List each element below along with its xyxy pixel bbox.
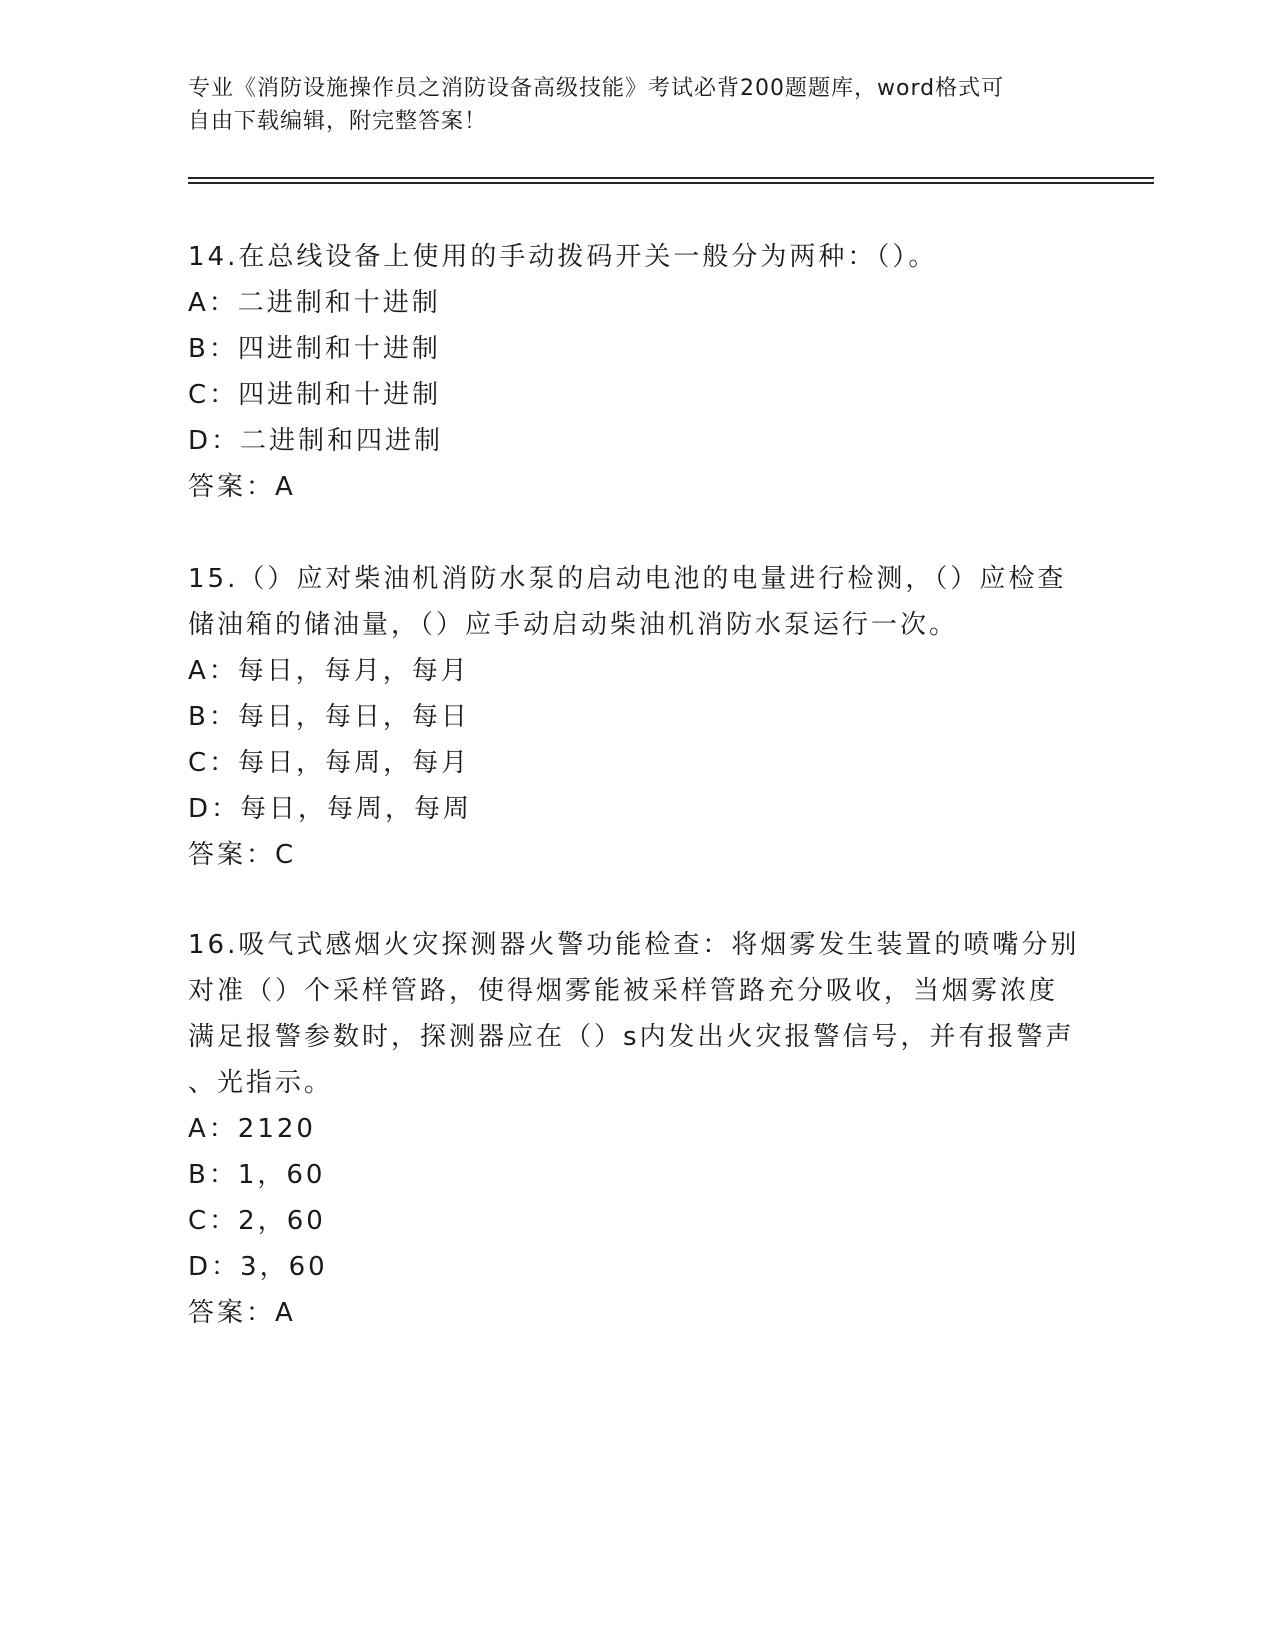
question-15: [188, 556, 1088, 878]
option-d: D：每日，每周，每周: [188, 794, 473, 824]
document-header: [188, 72, 1088, 138]
option-b: B：1，60: [188, 1160, 326, 1190]
question-stem: 15.（）应对柴油机消防水泵的启动电池的电量进行检测，（）应检查: [188, 564, 1067, 594]
header-divider: [188, 177, 1154, 179]
answer: 答案：C: [188, 840, 297, 870]
option-a: A：每日，每月，每月: [188, 656, 470, 686]
question-stem: 14.在总线设备上使用的手动拨码开关一般分为两种：（）。: [188, 242, 938, 272]
answer: 答案：A: [188, 1298, 296, 1328]
option-d: D：二进制和四进制: [188, 426, 444, 456]
question-stem: 储油箱的储油量，（）应手动启动柴油机消防水泵运行一次。: [188, 610, 959, 640]
option-b: B：四进制和十进制: [188, 334, 441, 364]
question-14: [188, 234, 1088, 510]
header-line: 自由下载编辑，附完整答案！: [188, 109, 488, 134]
answer: 答案：A: [188, 472, 296, 502]
option-d: D：3，60: [188, 1252, 328, 1282]
option-c: C：四进制和十进制: [188, 380, 442, 410]
question-stem: 、光指示。: [188, 1068, 334, 1098]
question-stem: 16.吸气式感烟火灾探测器火警功能检查：将烟雾发生装置的喷嘴分别: [188, 930, 1080, 960]
header-line: 专业《消防设施操作员之消防设备高级技能》考试必背200题题库，word格式可: [188, 76, 1005, 101]
question-stem: 对准（）个采样管路，使得烟雾能被采样管路充分吸收，当烟雾浓度: [188, 976, 1059, 1006]
option-c: C：每日，每周，每月: [188, 748, 471, 778]
option-c: C：2，60: [188, 1206, 326, 1236]
option-b: B：每日，每日，每日: [188, 702, 470, 732]
header-divider: [188, 182, 1154, 184]
question-stem: 满足报警参数时，探测器应在（）s内发出火灾报警信号，并有报警声: [188, 1022, 1075, 1052]
option-a: A：二进制和十进制: [188, 288, 441, 318]
question-16: [188, 922, 1088, 1336]
option-a: A：2120: [188, 1114, 316, 1144]
